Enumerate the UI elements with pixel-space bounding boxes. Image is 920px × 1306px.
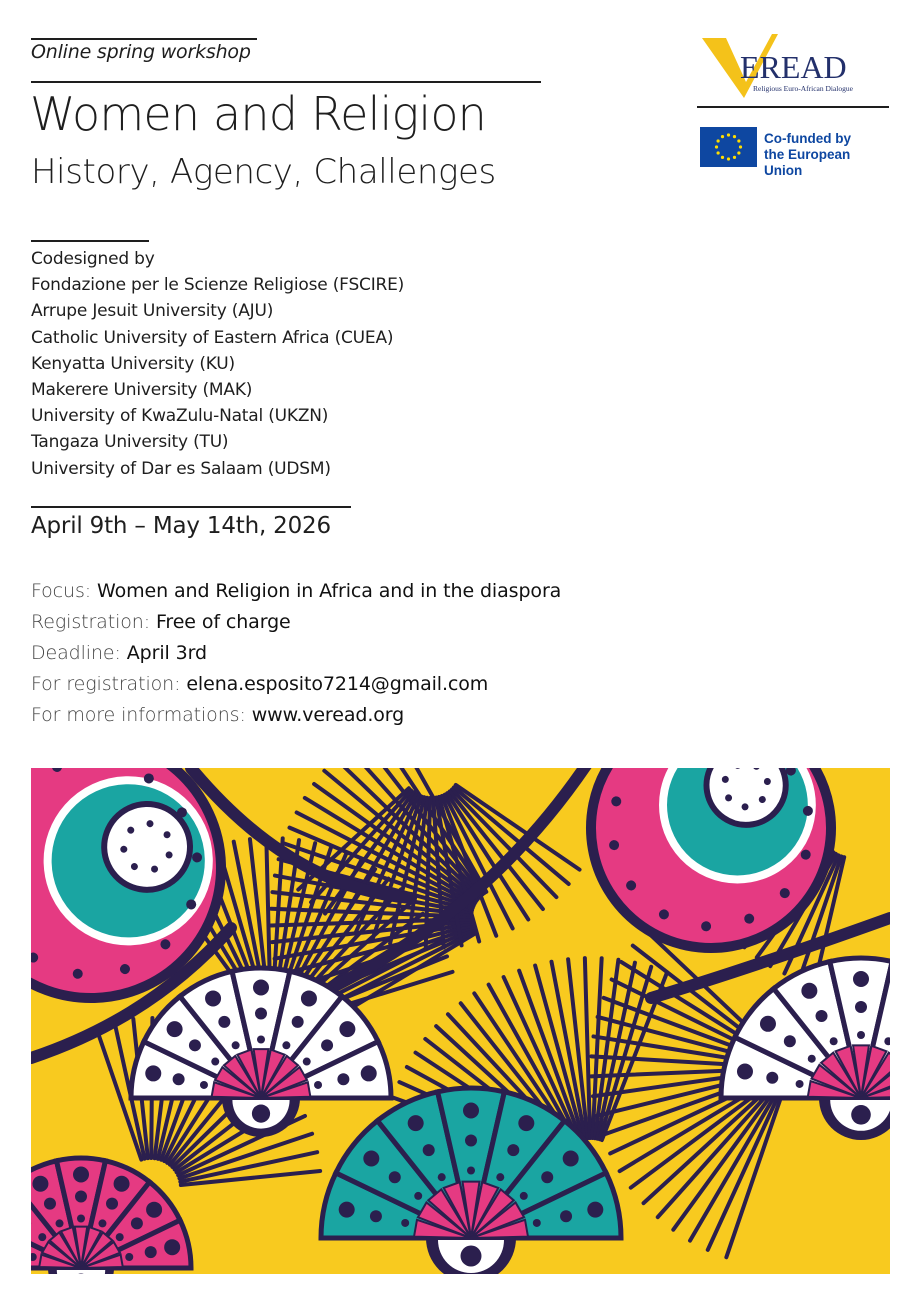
eu-star-icon bbox=[717, 151, 720, 154]
partner-item: Arrupe Jesuit University (AJU) bbox=[31, 301, 274, 322]
page-title: Women and Religion bbox=[30, 87, 487, 141]
partner-item: University of Dar es Salaam (UDSM) bbox=[31, 458, 331, 479]
logo-tagline: Religious Euro-African Dialogue bbox=[753, 84, 853, 93]
eu-star-icon bbox=[721, 156, 724, 159]
eu-star-icon bbox=[737, 139, 740, 142]
eu-cofunding-badge bbox=[700, 127, 890, 178]
partner-item: University of KwaZulu-Natal (UKZN) bbox=[31, 406, 329, 427]
eu-star-icon bbox=[715, 145, 718, 148]
eu-star-icon bbox=[733, 156, 736, 159]
info-website: For more informations: www.veread.org bbox=[31, 704, 405, 726]
eu-flag-icon bbox=[700, 127, 757, 167]
wax-print-pattern-image bbox=[31, 768, 890, 1274]
eu-star-icon bbox=[727, 157, 730, 160]
logo-rule bbox=[697, 106, 889, 108]
workshop-dates: April 9th – May 14th, 2026 bbox=[31, 513, 331, 539]
logo-wordmark: EREAD bbox=[740, 49, 847, 85]
eu-star-icon bbox=[733, 135, 736, 138]
eu-star-icon bbox=[739, 145, 742, 148]
partner-item: Kenyatta University (KU) bbox=[31, 353, 235, 374]
info-deadline: Deadline: April 3rd bbox=[31, 642, 207, 664]
dates-rule bbox=[31, 506, 351, 508]
partner-item: Tangaza University (TU) bbox=[31, 432, 229, 453]
codesign-rule bbox=[31, 240, 149, 242]
codesign-heading: Codesigned by bbox=[31, 249, 155, 269]
eu-star-icon bbox=[727, 133, 730, 136]
partner-item: Fondazione per le Scienze Religiose (FSCIRE) bbox=[31, 275, 405, 296]
page-subtitle: History, Agency, Challenges bbox=[31, 152, 496, 192]
info-registration-email: For registration: elena.esposito7214@gmail.com bbox=[31, 673, 489, 695]
kicker-top-rule bbox=[31, 38, 257, 40]
info-focus: Focus: Women and Religion in Africa and in the diaspora bbox=[31, 580, 562, 602]
workshop-kicker: Online spring workshop bbox=[31, 41, 251, 63]
eu-line-2: the European Union bbox=[764, 147, 851, 178]
info-registration: Registration: Free of charge bbox=[31, 611, 291, 633]
eu-star-icon bbox=[721, 135, 724, 138]
codesign-block bbox=[31, 246, 404, 482]
website-link[interactable]: www.veread.org bbox=[251, 704, 405, 726]
info-block bbox=[31, 576, 561, 731]
title-top-rule bbox=[31, 81, 541, 83]
veread-logo bbox=[700, 30, 890, 100]
registration-email-link[interactable]: elena.esposito7214@gmail.com bbox=[186, 673, 489, 695]
partner-item: Catholic University of Eastern Africa (CUEA) bbox=[31, 327, 394, 348]
partner-item: Makerere University (MAK) bbox=[31, 380, 253, 401]
eu-star-icon bbox=[737, 151, 740, 154]
eu-line-1: Co-funded by bbox=[764, 131, 851, 146]
eu-star-icon bbox=[717, 139, 720, 142]
